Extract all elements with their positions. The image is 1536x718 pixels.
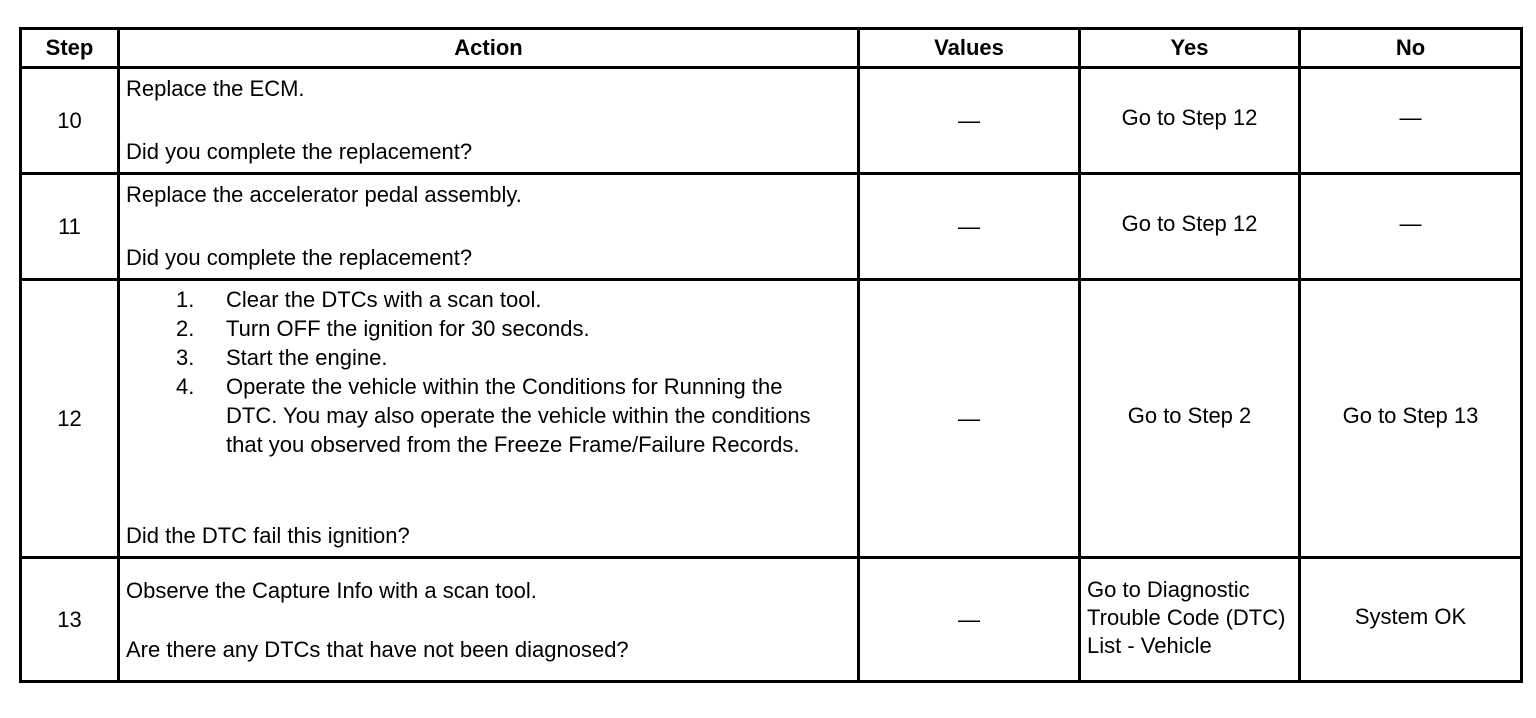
table-row	[21, 280, 1522, 558]
list-item-number: 1.	[176, 287, 195, 312]
yes-cell	[1080, 68, 1300, 174]
table-row	[21, 68, 1522, 174]
values-cell	[859, 280, 1080, 558]
values-text: —	[958, 606, 980, 632]
action-steps-list	[126, 285, 827, 459]
step-number: 10	[21, 68, 119, 174]
action-cell	[119, 68, 859, 174]
action-cell	[119, 558, 859, 682]
no-cell	[1300, 68, 1522, 174]
yes-cell	[1080, 558, 1300, 682]
header-values: Values	[859, 29, 1080, 68]
table-row	[21, 558, 1522, 682]
yes-cell	[1080, 280, 1300, 558]
values-text: —	[958, 213, 980, 239]
action-cell	[119, 280, 859, 558]
yes-link[interactable]: Go to Step 12	[1121, 104, 1258, 130]
no-cell	[1300, 280, 1522, 558]
yes-link[interactable]: Go to Diagnostic Trouble Code (DTC) List - Vehicle	[1087, 576, 1286, 658]
values-cell	[859, 558, 1080, 682]
header-yes: Yes	[1080, 29, 1300, 68]
action-text: Replace the ECM.	[126, 76, 305, 101]
step-number: 13	[21, 558, 119, 682]
action-question: Did you complete the replacement?	[126, 139, 473, 164]
header-row	[21, 29, 1522, 68]
list-item-text: Clear the DTCs with a scan tool.	[226, 287, 542, 312]
header-no: No	[1300, 29, 1522, 68]
step-number: 12	[21, 280, 119, 558]
no-text: —	[1399, 210, 1422, 236]
yes-link[interactable]: Go to Step 12	[1121, 210, 1258, 236]
action-cell	[119, 174, 859, 280]
yes-link[interactable]: Go to Step 2	[1127, 402, 1252, 428]
list-item	[126, 314, 827, 343]
header-action: Action	[119, 29, 859, 68]
values-cell	[859, 68, 1080, 174]
action-text: Replace the accelerator pedal assembly.	[126, 182, 522, 207]
values-text: —	[958, 107, 980, 133]
list-item	[126, 372, 827, 459]
no-text: —	[1399, 104, 1422, 130]
action-question: Did the DTC fail this ignition?	[126, 523, 410, 548]
action-text: Observe the Capture Info with a scan tool.	[126, 578, 537, 603]
values-cell	[859, 174, 1080, 280]
list-item	[126, 285, 827, 314]
yes-cell	[1080, 174, 1300, 280]
list-item-number: 2.	[176, 316, 195, 341]
no-cell	[1300, 174, 1522, 280]
no-cell	[1300, 558, 1522, 682]
table-row	[21, 174, 1522, 280]
list-item-text: Start the engine.	[226, 345, 388, 370]
action-question: Did you complete the replacement?	[126, 245, 473, 270]
list-item-number: 4.	[176, 374, 195, 399]
values-text: —	[958, 405, 980, 431]
list-item-number: 3.	[176, 345, 195, 370]
list-item	[126, 343, 827, 372]
step-number: 11	[21, 174, 119, 280]
list-item-text: Operate the vehicle within the Conditions for Running the DTC. You may also operate the vehicle within the conditions that you observed from the Freeze Frame/Failure Records.	[226, 374, 811, 457]
no-link[interactable]: Go to Step 13	[1342, 402, 1479, 428]
action-question: Are there any DTCs that have not been diagnosed?	[126, 637, 629, 662]
list-item-text: Turn OFF the ignition for 30 seconds.	[226, 316, 590, 341]
no-text: System OK	[1354, 603, 1467, 629]
header-step: Step	[21, 29, 119, 68]
diagnostic-table	[19, 27, 1523, 683]
